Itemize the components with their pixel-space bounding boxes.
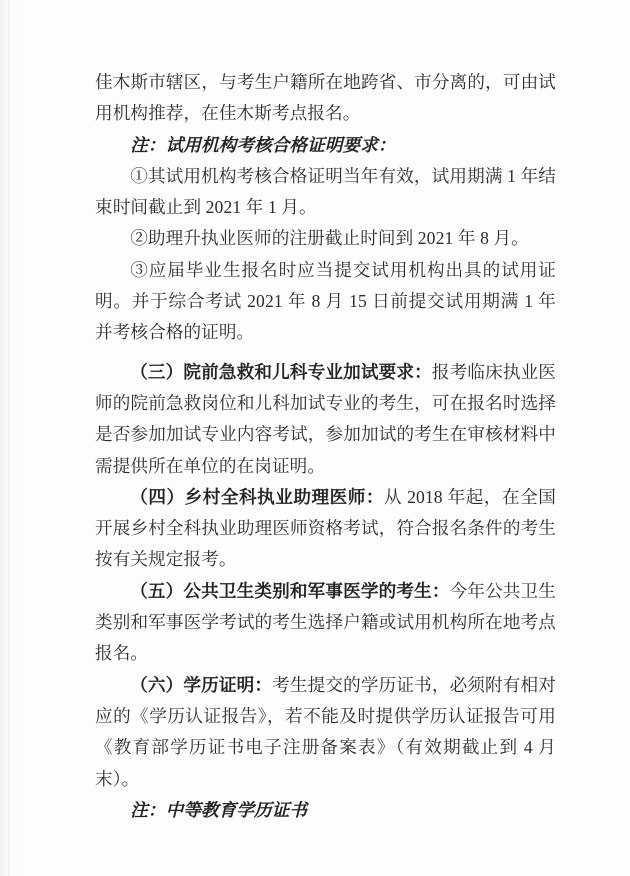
section-5-public-health-military-medicine: [95, 576, 556, 670]
paragraph-jiamusi-continuation: [95, 67, 556, 130]
document-body: [95, 67, 556, 826]
section-heading: （三）院前急救和儿科专业加试要求：: [130, 361, 432, 382]
item-1-trial-certificate-validity: [95, 161, 556, 224]
section-heading: （五）公共卫生类别和军事医学的考生：: [130, 580, 450, 601]
item-3-fresh-graduate-trial-proof: [95, 255, 556, 349]
paragraph-text: 佳木斯市辖区，与考生户籍所在地跨省、市分离的，可由试用机构推荐，在佳木斯考点报名。: [95, 72, 556, 124]
scan-left-edge-artifact: [8, 0, 9, 876]
list-item-text: ③应届毕业生报名时应当提交试用机构出具的试用证明。并于综合考试 2021 年 8 月 15 日前提交试用期满 1 年并考核合格的证明。: [95, 259, 556, 343]
note-text: 注：试用机构考核合格证明要求：: [130, 134, 396, 155]
section-heading: （四）乡村全科执业助理医师：: [130, 486, 385, 507]
item-2-assistant-upgrade-registration-deadline: [95, 223, 556, 254]
note-secondary-education-certificate: [95, 795, 556, 826]
section-3-prehospital-pediatrics-additional-test: [95, 357, 556, 482]
section-body-text: 考生提交的学历证书，必须附有相对应的《学历认证报告》，若不能及时提供学历认证报告可用《教育部学历证书电子注册备案表》（有效期截止到 4 月末）。: [95, 674, 556, 789]
note-trial-certificate-requirements: [95, 130, 556, 161]
list-item-text: ②助理升执业医师的注册截止时间到 2021 年 8 月。: [130, 228, 529, 249]
section-body-text: 报考临床执业医师的院前急救岗位和儿科加试专业的考生，可在报名时选择是否参加加试专业内容考试，参加加试的考生在审核材料中需提供所在单位的在岗证明。: [95, 361, 557, 476]
section-heading: （六）学历证明：: [130, 674, 273, 695]
section-body-text: 从 2018 年起，在全国开展乡村全科执业助理医师资格考试，符合报名条件的考生按有关规定报考。: [95, 486, 556, 570]
note-text: 注：中等教育学历证书: [130, 799, 308, 820]
section-6-education-certificate: [95, 670, 556, 795]
section-body-text: 今年公共卫生类别和军事医学考试的考生选择户籍或试用机构所在地考点报名。: [95, 580, 556, 664]
section-4-rural-general-assistant-physician: [95, 482, 556, 576]
list-item-text: ①其试用机构考核合格证明当年有效，试用期满 1 年结束时间截止到 2021 年 1 月。: [95, 165, 556, 218]
